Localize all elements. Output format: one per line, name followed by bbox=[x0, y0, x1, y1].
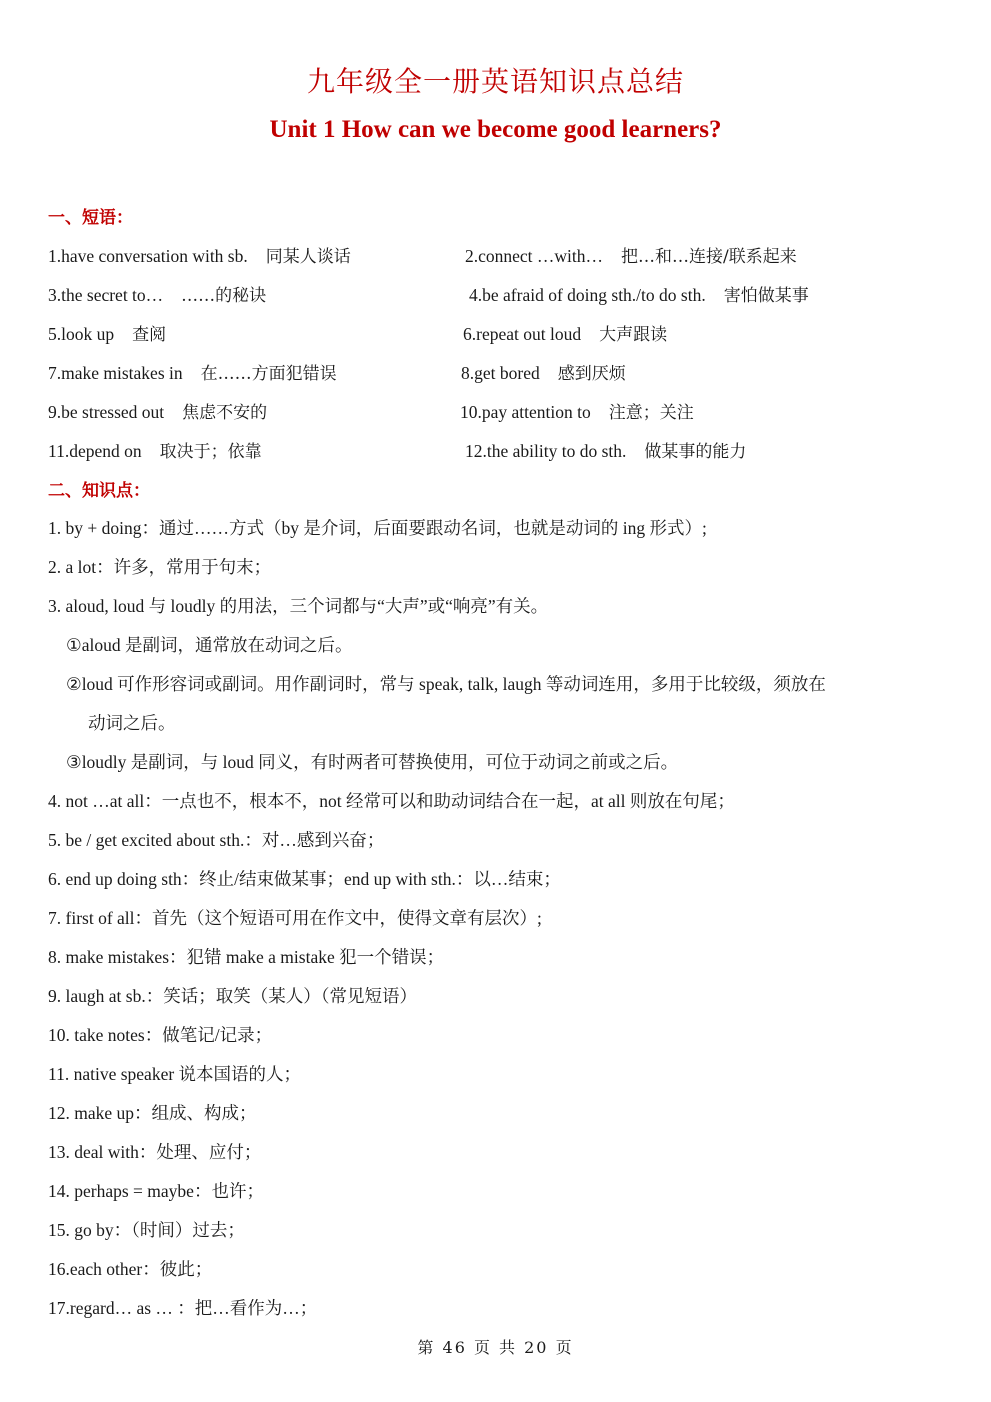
phrase-item bbox=[48, 359, 337, 384]
phrase-zh: 大声跟读 bbox=[599, 325, 668, 345]
phrase-zh: 在……方面犯错误 bbox=[200, 364, 337, 384]
phrase-en: 9.be stressed out bbox=[48, 402, 165, 422]
knowledge-line: 3. aloud, loud 与 loudly 的用法，三个词都与“大声”或“响亮”有关。 bbox=[48, 596, 549, 616]
knowledge-line: 1. by + doing：通过……方式（by 是介词，后面要跟动名词，也就是动词的 ing 形式）; bbox=[48, 518, 707, 538]
phrase-zh: 注意；关注 bbox=[608, 403, 694, 423]
phrase-item bbox=[465, 437, 746, 462]
phrase-item bbox=[48, 320, 166, 345]
knowledge-line: 4. not …at all：一点也不，根本不，not 经常可以和助动词结合在一起，at all 则放在句尾； bbox=[48, 791, 735, 811]
knowledge-line: 12. make up：组成、构成； bbox=[48, 1103, 257, 1123]
knowledge-line: 16.each other：彼此； bbox=[48, 1259, 213, 1279]
phrase-zh: 查阅 bbox=[132, 325, 167, 345]
phrase-item bbox=[469, 281, 809, 306]
phrase-item bbox=[460, 398, 694, 423]
knowledge-line: 8. make mistakes：犯错 make a mistake 犯一个错误； bbox=[48, 947, 445, 967]
phrase-row bbox=[0, 320, 991, 350]
phrase-en: 1.have conversation with sb. bbox=[48, 246, 248, 266]
knowledge-line: 2. a lot：许多，常用于句末； bbox=[48, 557, 272, 577]
knowledge-line: 15. go by：（时间）过去； bbox=[48, 1220, 245, 1240]
phrase-en: 2.connect …with… bbox=[465, 246, 604, 266]
document-title: 九年级全一册英语知识点总结 bbox=[306, 65, 684, 98]
phrase-en: 3.the secret to… bbox=[48, 285, 164, 305]
phrase-en: 10.pay attention to bbox=[460, 402, 591, 422]
phrase-item bbox=[48, 281, 266, 306]
phrases-heading: 一、短语： bbox=[48, 208, 133, 228]
phrase-item bbox=[461, 359, 626, 384]
phrase-zh: 焦虑不安的 bbox=[182, 403, 268, 423]
phrase-zh: 做某事的能力 bbox=[644, 442, 747, 462]
knowledge-subline: ①aloud 是副词，通常放在动词之后。 bbox=[66, 635, 353, 655]
phrase-item bbox=[465, 242, 797, 267]
knowledge-heading: 二、知识点： bbox=[48, 481, 150, 501]
knowledge-line: 7. first of all：首先（这个短语可用在作文中，使得文章有层次）; bbox=[48, 908, 542, 928]
phrase-en: 7.make mistakes in bbox=[48, 363, 183, 383]
phrase-row bbox=[0, 437, 991, 467]
phrase-zh: 把…和…连接/联系起来 bbox=[621, 247, 797, 267]
knowledge-line: 10. take notes：做笔记/记录； bbox=[48, 1025, 273, 1045]
phrase-item bbox=[48, 437, 262, 462]
phrase-row bbox=[0, 398, 991, 428]
phrase-zh: 取决于；依靠 bbox=[159, 442, 262, 462]
phrase-item bbox=[48, 398, 267, 423]
phrase-zh: 感到厌烦 bbox=[557, 364, 626, 384]
phrase-en: 4.be afraid of doing sth./to do sth. bbox=[469, 285, 706, 305]
phrase-en: 12.the ability to do sth. bbox=[465, 441, 627, 461]
knowledge-line: 6. end up doing sth：终止/结束做某事；end up with sth.：以…结束； bbox=[48, 869, 561, 889]
knowledge-subline: 动词之后。 bbox=[88, 713, 176, 733]
knowledge-line: 9. laugh at sb.：笑话；取笑（某人）（常见短语） bbox=[48, 986, 417, 1006]
knowledge-line: 13. deal with：处理、应付； bbox=[48, 1142, 262, 1162]
knowledge-subline: ②loud 可作形容词或副词。用作副词时，常与 speak, talk, laugh 等动词连用，多用于比较级，须放在 bbox=[66, 674, 826, 694]
phrase-en: 5.look up bbox=[48, 324, 115, 344]
phrase-row bbox=[0, 281, 991, 311]
phrase-item bbox=[48, 242, 351, 267]
phrase-zh: ……的秘诀 bbox=[181, 286, 267, 306]
knowledge-line: 5. be / get excited about sth.：对…感到兴奋； bbox=[48, 830, 385, 850]
phrase-en: 6.repeat out loud bbox=[463, 324, 582, 344]
phrase-zh: 害怕做某事 bbox=[723, 286, 809, 306]
knowledge-line: 14. perhaps = maybe：也许； bbox=[48, 1181, 264, 1201]
phrase-zh: 同某人谈话 bbox=[265, 247, 351, 267]
knowledge-subline: ③loudly 是副词，与 loud 同义，有时两者可替换使用，可位于动词之前或之后。 bbox=[66, 752, 679, 772]
knowledge-line: 11. native speaker 说本国语的人； bbox=[48, 1064, 302, 1084]
phrase-row bbox=[0, 242, 991, 272]
page-number: 第 46 页 共 20 页 bbox=[417, 1338, 574, 1357]
unit-title: Unit 1 How can we become good learners? bbox=[269, 116, 722, 143]
phrase-item bbox=[463, 320, 667, 345]
phrase-en: 11.depend on bbox=[48, 441, 142, 461]
phrase-row bbox=[0, 359, 991, 389]
phrase-en: 8.get bored bbox=[461, 363, 540, 383]
knowledge-line: 17.regard… as … ：把…看作为…； bbox=[48, 1298, 318, 1318]
